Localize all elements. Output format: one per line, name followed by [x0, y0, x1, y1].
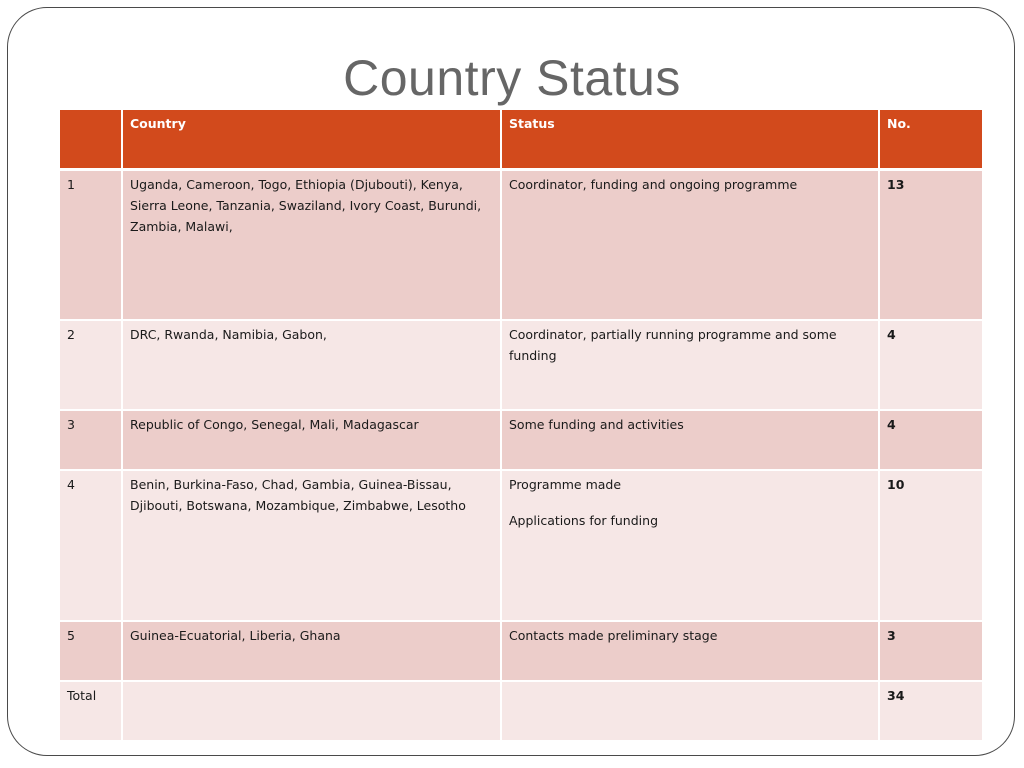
row-status [501, 169, 879, 320]
status-line: Contacts made preliminary stage [509, 628, 718, 643]
table-row [60, 320, 982, 410]
row-countries [122, 681, 501, 741]
row-countries: Uganda, Cameroon, Togo, Ethiopia (Djubouti), Kenya, Sierra Leone, Tanzania, Swaziland, Ivory Coast, Burundi, Zambia, Malawi, [122, 169, 501, 320]
row-countries: Benin, Burkina-Faso, Chad, Gambia, Guinea-Bissau, Djibouti, Botswana, Mozambique, Zimbabwe, Lesotho [122, 470, 501, 621]
table-row [60, 410, 982, 470]
header-country: Country [122, 110, 501, 169]
header-no: No. [879, 110, 982, 169]
country-status-table [60, 110, 982, 742]
status-line: Coordinator, funding and ongoing programme [509, 176, 798, 192]
table-row [60, 470, 982, 621]
row-status [501, 681, 879, 741]
row-countries: DRC, Rwanda, Namibia, Gabon, [122, 320, 501, 410]
row-index: 2 [60, 320, 122, 410]
row-index: 1 [60, 169, 122, 320]
table-row [60, 621, 982, 681]
row-count: 13 [879, 169, 982, 320]
row-count: 4 [879, 320, 982, 410]
slide-title: Country Status [343, 50, 681, 106]
status-line: Some funding and activities [509, 417, 684, 432]
row-index: 3 [60, 410, 122, 470]
row-countries: Guinea-Ecuatorial, Liberia, Ghana [122, 621, 501, 681]
row-status [501, 320, 879, 410]
row-count: 4 [879, 410, 982, 470]
row-count: 10 [879, 470, 982, 621]
row-index: Total [60, 681, 122, 741]
table-header-row [60, 110, 982, 169]
row-index: 5 [60, 621, 122, 681]
row-status [501, 621, 879, 681]
status-line: Coordinator, partially running programme and some funding [509, 327, 837, 363]
row-status [501, 410, 879, 470]
row-countries: Republic of Congo, Senegal, Mali, Madagascar [122, 410, 501, 470]
table-row-total [60, 681, 982, 741]
status-line: Applications for funding [509, 513, 658, 528]
row-count: 34 [879, 681, 982, 741]
header-status: Status [501, 110, 879, 169]
row-index: 4 [60, 470, 122, 621]
status-line: Programme made [509, 477, 622, 492]
row-status [501, 470, 879, 621]
header-index [60, 110, 122, 169]
row-count: 3 [879, 621, 982, 681]
table-row [60, 169, 982, 320]
